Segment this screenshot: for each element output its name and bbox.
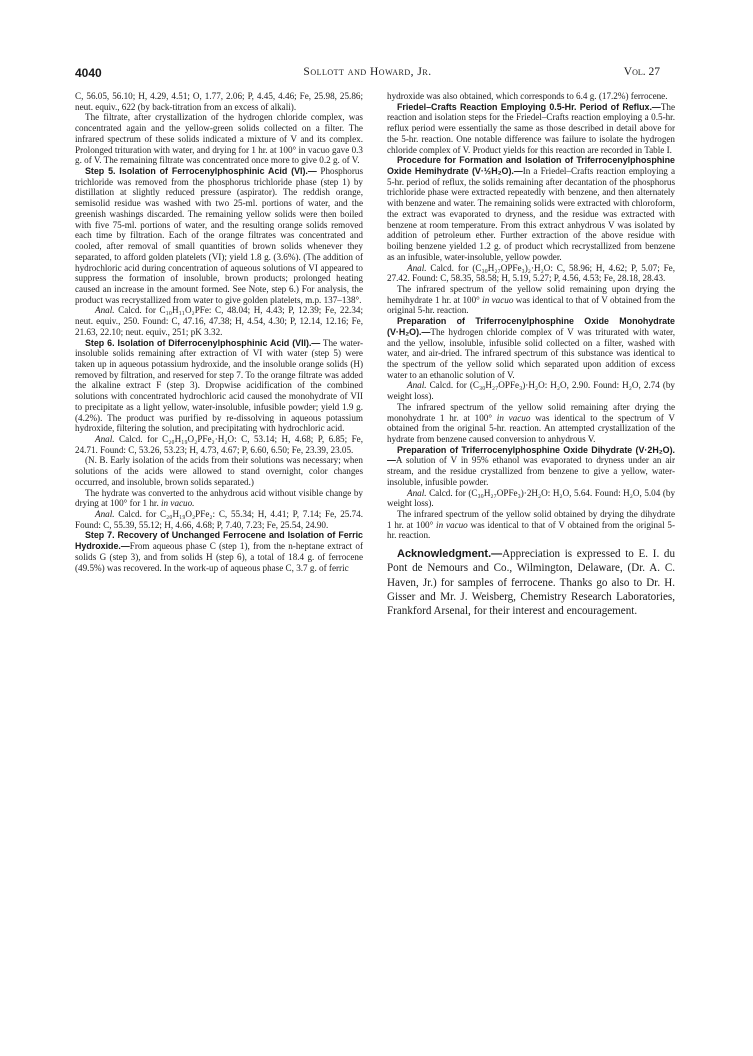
anhydrous-analysis — [75, 509, 363, 530]
step6-paragraph — [75, 338, 363, 434]
anal-label: Anal. — [407, 380, 427, 391]
running-authors: Sollott and Howard, Jr. — [303, 66, 432, 78]
analysis-continuation: C, 56.05, 56.10; H, 4.29, 4.51; O, 1.77, 2.06; P, 4.45, 4.46; Fe, 25.98, 25.86; neut. equiv., 622 (by back-titration from an excess of alkali). — [75, 91, 363, 112]
step7-paragraph — [75, 530, 363, 573]
ir-text: was identical to that of V obtained from the original 5-hr. reaction. — [387, 519, 675, 541]
filtrate-paragraph: The filtrate, after crystallization of the hydrogen chloride complex, was concentrated again and the yellow-green solids collected on a filter. The infrared spectrum of these solids indicated a mixture of V and its complex. Prolonged trituration with water, and drying for 1 hr. at 100° in vacuo gave 0.3 g. of V. The remaining filtrate was concentrated once more to give 0.2 g. of V. — [75, 112, 363, 166]
friedel-crafts-body: The reaction and isolation steps for the Friedel–Crafts reaction employing a 0.5-hr. reflux period were essentially the same as those described in detail above for the 5-hr. reaction. One notable difference was failure to isolate the hydrogen chloride complex of V. Product yields for this reaction are recorded in Table I. — [387, 101, 675, 155]
hemihydrate-analysis — [387, 263, 675, 284]
ir-text: The infrared spectrum of the yellow solid obtained by drying the dihydrate 1 hr. at 100° — [387, 509, 675, 530]
friedel-crafts-heading: Friedel–Crafts Reaction Employing 0.5-Hr. Period of Reflux.— — [397, 101, 661, 112]
dihydrate-paragraph — [387, 445, 675, 488]
hemihydrate-heading: Procedure for Formation and Isolation of Triferrocenylphosphine Oxide Hemihydrate (V·½H₂O).— — [387, 155, 675, 177]
running-header — [75, 66, 660, 82]
step6-body: The water-insoluble solids remaining after extraction of VI with water (step 5) were taken up in aqueous potassium hydroxide, and the insoluble orange solids (H) removed by filtration, and reserved for step 7. To the orange filtrate was added the alkaline extract F (step 3). Dropwise acidification of the combined solutions with concentrated hydrochloric acid caused the monohydrate of VII to precipitate as a light yellow, water-insoluble, infusible powder; yield 1.9 g. (4.2%). The product was purified by re-dissolving in aqueous potassium hydroxide, filtering the solution, and precipitating with hydrochloric acid. — [75, 337, 363, 434]
acknowledgment-body: Appreciation is expressed to E. I. du Pont de Nemours and Co., Wilmington, Delaware, (Dr. A. C. Haven, Jr.) for samples of ferrocene. Thanks go also to Dr. H. Gisser and Mr. J. Weisberg, Chemistry Research Laboratories, Frankford Arsenal, for their interest and encouragement. — [387, 548, 675, 617]
step5-body: Phosphorus trichloride was removed from the phosphorus trichloride phase (step 1) by distillation at slightly reduced pressure (aspirator). The reddish orange, semisolid residue was washed with two 25-ml. portions of water, and the greenish washings discarded. The remaining yellow solids were then boiled with five 75-ml. portions of water, and the resulting orange solids removed each time by filtration. Each of the orange filtrates was concentrated and cooled, after removal of small quantities of brown solids whenever they separated, to afford golden platelets (VI); yield 1.8 g. (3.6%). (The addition of hydrochloric acid during concentration of aqueous solutions of VI appeared to suppress the formation of insoluble, brown products; prolonged heating caused an increase in the amount formed. See Note, step 6.) For analysis, the product was recrystallized from water to give golden platelets, m.p. 137–138°. — [75, 166, 364, 305]
dihydrate-heading: Preparation of Triferrocenylphosphine Oxide Dihydrate (V·2H₂O).— — [387, 444, 675, 466]
left-column — [75, 91, 363, 573]
anal-text: Calcd. for C₁₀H₁₁O₂PFe: C, 48.04; H, 4.43; P, 12.39; Fe, 22.34; neut. equiv., 250. Found: C, 47.16, 47.38; H, 4.54, 4.30; P, 12.14, 12.16; Fe, 21.63, 22.10; neut. equiv., 251; pK 3.32. — [75, 305, 363, 337]
anal-label: Anal. — [95, 305, 115, 316]
anal-text: Calcd. for (C₃₀H₂₇OPFe₃)·2H₂O: H₂O, 5.64. Found: H₂O, 5.04 (by weight loss). — [387, 487, 676, 509]
hydrate-paragraph — [75, 488, 363, 509]
dihydrate-body: A solution of V in 95% ethanol was evaporated to dryness under an air stream, and the residue crystallized from benzene to give a yellow, water-insoluble, infusible powder. — [387, 455, 675, 487]
volume-label: Vol. 27 — [623, 66, 660, 78]
in-vacuo-text: in vacuo — [436, 519, 468, 530]
right-column — [387, 91, 675, 618]
anal-label: Anal. — [95, 509, 115, 520]
anal-text: Calcd. for (C₃₀H₂₇OPFe₃)·H₂O: H₂O, 2.90. Found: H₂O, 2.74 (by weight loss). — [387, 380, 675, 402]
step5-paragraph — [75, 166, 363, 305]
ir-paragraph-1 — [387, 284, 675, 316]
ir-text: was identical to the spectrum of V obtained from the original 5-hr. reaction. An attempted crystallization of the hydrate from benzene caused conversion to anhydrous V. — [387, 412, 676, 444]
ir-paragraph-2 — [387, 402, 675, 445]
in-vacuo-text: in vacuo — [482, 294, 514, 305]
step7-heading: Step 7. Recovery of Unchanged Ferrocene and Isolation of Ferric Hydroxide.— — [75, 530, 363, 552]
acknowledgment-heading: Acknowledgment.— — [397, 548, 503, 561]
step5-analysis — [75, 305, 363, 337]
dihydrate-analysis — [387, 488, 675, 509]
page-number: 4040 — [75, 66, 102, 80]
anal-text: Calcd. for C₂₀H₁₉O₂PFe₂: C, 55.34; H, 4.41; P, 7.14; Fe, 25.74. Found: C, 55.39, 55.12; H, 4.66, 4.68; P, 7.40, 7.23; Fe, 25.54, 24.90. — [75, 509, 364, 530]
ir-text: The infrared spectrum of the yellow solid remaining after drying the monohydrate 1 hr. at 100° — [387, 401, 675, 423]
step6-analysis — [75, 434, 363, 455]
anal-text: Calcd. for C₂₀H₁₉O₂PFe₂·H₂O: C, 53.14; H, 4.68; P, 6.85; Fe, 24.71. Found: C, 53.26, 53.23; H, 4.73, 4.67; P, 6.60, 6.50; Fe, 23.39, 23.05. — [75, 434, 364, 455]
in-vacuo-text: in vacuo. — [161, 498, 195, 509]
step7-body: From aqueous phase C (step 1), from the n-heptane extract of solids G (step 3), and from solids H (step 6), a total of 18.4 g. of ferrocene (49.5%) was recovered. In the work-up of aqueous phase C, 3.7 g. of ferric — [75, 541, 363, 573]
ir-text: was identical to that of V obtained from the original 5-hr. reaction. — [387, 294, 676, 316]
hemihydrate-paragraph — [387, 155, 675, 262]
note-paragraph: (N. B. Early isolation of the acids from their solutions was necessary; when solutions of the acids were allowed to stand overnight, color changes occurred, and insoluble, brown solids separated.) — [75, 455, 363, 487]
ferric-continuation: hydroxide was also obtained, which corresponds to 6.4 g. (17.2%) ferrocene. — [387, 91, 668, 101]
monohydrate-heading: Preparation of Triferrocenylphosphine Oxide Monohydrate (V·H₂O).— — [387, 316, 675, 337]
in-vacuo-text: in vacuo — [496, 412, 531, 423]
step6-heading: Step 6. Isolation of Diferrocenylphosphinic Acid (VII).— — [85, 337, 321, 348]
friedel-crafts-paragraph — [387, 102, 675, 156]
ir-paragraph-3 — [387, 509, 675, 541]
ir-text: The infrared spectrum of the yellow solid remaining upon drying the hemihydrate 1 hr. at 100° — [387, 283, 675, 305]
monohydrate-body: The hydrogen chloride complex of V was triturated with water, and the yellow, insoluble, infusible solid collected on a filter, washed with water, and air-dried. The infrared spectrum of this substance was identical to the spectrum of the yellow solid which separated upon addition of excess water to an ethanolic solution of V. — [387, 326, 675, 380]
step5-heading: Step 5. Isolation of Ferrocenylphosphinic Acid (VI).— — [85, 166, 317, 177]
anal-text: Calcd. for (C₃₀H₂₇OPFe₃)₂·H₂O: C, 58.96; H, 4.62; P, 5.07; Fe, 27.42. Found: C, 58.35, 58.58; H, 5.19, 5.27; P, 4.56, 4.53; Fe, 28.18, 28.43. — [387, 262, 676, 284]
monohydrate-analysis — [387, 380, 675, 401]
hemihydrate-body: In a Friedel–Crafts reaction employing a 5-hr. period of reflux, the solids remaining after decantation of the phosphorus trichloride phase were extracted repeatedly with benzene, and then alternately with benzene and water. The remaining solids were extracted with chloroform, the extract was evaporated to dryness, and the residue was extracted with benzene at room temperature. From this extract anhydrous V was isolated by addition of petroleum ether. Further extraction of the above residue with boiling benzene yielded 1.2 g. of product which recrystallized from benzene as an infusible, water-insoluble, yellow powder. — [387, 166, 676, 262]
acknowledgment-paragraph — [387, 547, 675, 618]
hydrate-text: The hydrate was converted to the anhydrous acid without visible change by drying at 100° for 1 hr. — [75, 487, 363, 509]
monohydrate-paragraph — [387, 316, 675, 380]
anal-label: Anal. — [407, 262, 427, 273]
anal-label: Anal. — [407, 487, 427, 498]
anal-label: Anal. — [95, 434, 115, 444]
